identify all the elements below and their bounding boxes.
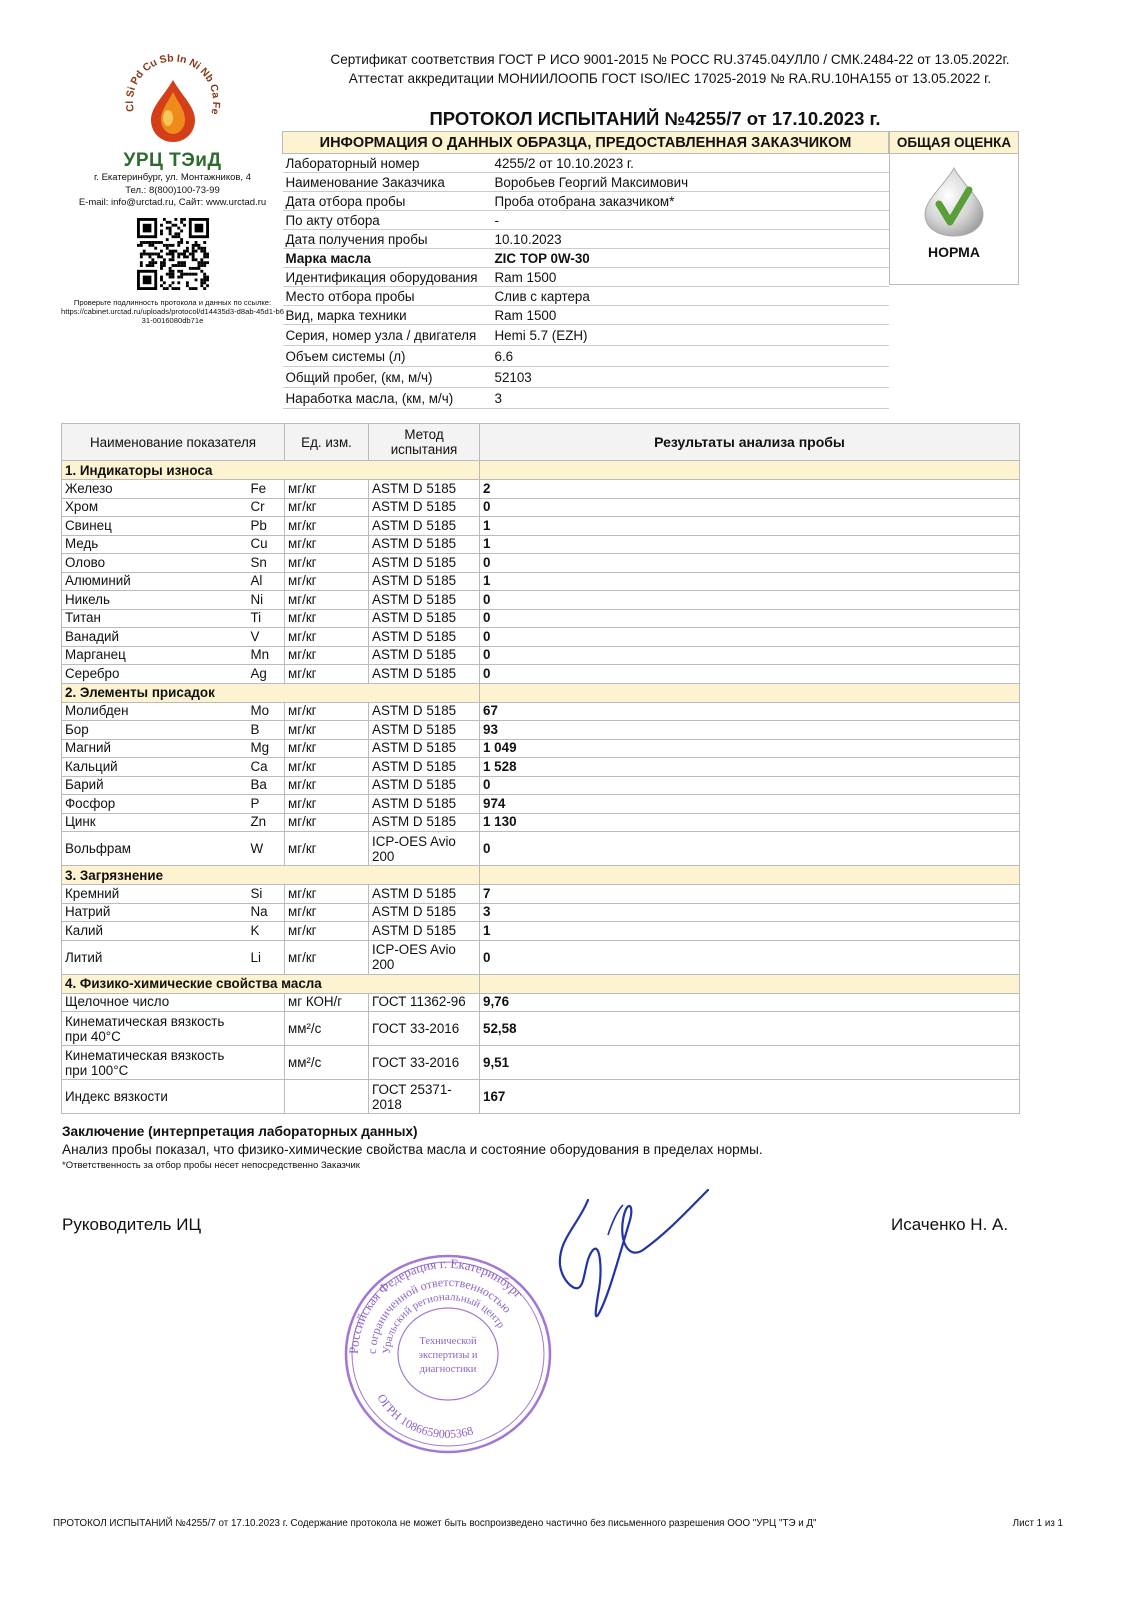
test-method: ASTM D 5185 [369, 498, 480, 517]
test-method: ASTM D 5185 [369, 922, 480, 941]
stamp-ogrn: ОГРН 1086659005368 [374, 1391, 475, 1442]
sample-info-value: - [492, 211, 889, 230]
lab-phone: Тел.: 8(800)100-73-99 [125, 184, 220, 196]
sample-info-value: 4255/2 от 10.10.2023 г. [492, 154, 889, 173]
element-symbol: Ca [248, 758, 285, 777]
header-unit: Ед. изм. [285, 424, 369, 461]
test-method: ASTM D 5185 [369, 813, 480, 832]
element-symbol: Cr [248, 498, 285, 517]
indicator-name: Хром [62, 498, 248, 517]
indicator-name: Цинк [62, 813, 248, 832]
result-row [62, 665, 1020, 684]
accreditation-line: Аттестат аккредитации МОНИИЛООПБ ГОСТ ISO/IEC 17025-2019 № RA.RU.10НА155 от 13.05.2022 г. [348, 70, 992, 86]
stamp-center-1: Технической [419, 1336, 477, 1347]
sample-info-label: Лабораторный номер [283, 154, 492, 173]
result-row [62, 739, 1020, 758]
element-symbol [248, 1046, 285, 1080]
indicator-name: Ванадий [62, 628, 248, 647]
sample-info-label: Объем системы (л) [283, 346, 492, 367]
result-row [62, 922, 1020, 941]
verify-url[interactable]: https://cabinet.urctad.ru/uploads/protocol/d14435d3-d8ab-45d1-b631-0016080db71e [61, 306, 284, 325]
lab-logo-text: УРЦ ТЭиД [123, 150, 222, 171]
unit: мг/кг [285, 591, 369, 610]
element-symbol: Ba [248, 776, 285, 795]
test-method: ASTM D 5185 [369, 480, 480, 499]
indicator-name: Натрий [62, 903, 248, 922]
unit: мг/кг [285, 758, 369, 777]
element-symbol: Fe [248, 480, 285, 499]
result-value: 0 [480, 498, 1020, 517]
result-row [62, 702, 1020, 721]
lab-logo [113, 52, 233, 152]
indicator-name: Кремний [62, 885, 248, 904]
sample-info-label: Место отбора пробы [283, 287, 492, 306]
sample-info-label: Дата отбора пробы [283, 192, 492, 211]
element-symbol: P [248, 795, 285, 814]
result-row [62, 535, 1020, 554]
element-symbol: Mo [248, 702, 285, 721]
section-title: 3. Загрязнение [62, 866, 480, 885]
verify-text: Проверьте подлинность протокола и данных по ссылке: [73, 297, 272, 307]
sample-info-row [283, 388, 889, 409]
conclusion-note: *Ответственность за отбор пробы несет непосредственно Заказчик [62, 1160, 360, 1171]
result-value: 0 [480, 628, 1020, 647]
unit: мг/кг [285, 554, 369, 573]
page-number: Лист 1 из 1 [1012, 1518, 1063, 1529]
result-value: 2 [480, 480, 1020, 499]
unit: мг/кг [285, 535, 369, 554]
sample-info-row [283, 211, 889, 230]
result-row [62, 832, 1020, 866]
element-symbol: Mg [248, 739, 285, 758]
unit: мг/кг [285, 739, 369, 758]
protocol-title: ПРОТОКОЛ ИСПЫТАНИЙ №4255/7 от 17.10.2023 г. [429, 108, 881, 129]
unit [285, 1080, 369, 1114]
unit: мг/кг [285, 480, 369, 499]
indicator-name: Калий [62, 922, 248, 941]
section-spacer [480, 974, 1020, 993]
test-method: ASTM D 5185 [369, 758, 480, 777]
sample-info-row [283, 173, 889, 192]
indicator-name: Алюминий [62, 572, 248, 591]
result-row [62, 609, 1020, 628]
element-symbol: Cu [248, 535, 285, 554]
result-row [62, 591, 1020, 610]
element-symbol [248, 1012, 285, 1046]
result-value: 974 [480, 795, 1020, 814]
result-row [62, 813, 1020, 832]
test-method: ASTM D 5185 [369, 795, 480, 814]
svg-text:Cl Si Pd Cu Sb In Ni Nb Ca Fe: Cl Si Pd Cu Sb In Ni Nb Ca Fe [123, 52, 222, 116]
footer-text: ПРОТОКОЛ ИСПЫТАНИЙ №4255/7 от 17.10.2023 г. Содержание протокола не может быть воспроизведено частично без письменного разрешения ООО "УРЦ "ТЭ и Д" [53, 1518, 817, 1529]
result-row [62, 776, 1020, 795]
indicator-name: Бор [62, 721, 248, 740]
sample-info-value: Слив с картера [492, 287, 889, 306]
lab-contacts: E-mail: info@urctad.ru, Сайт: www.urctad.ru [78, 197, 267, 208]
result-value: 1 [480, 922, 1020, 941]
result-value: 0 [480, 665, 1020, 684]
element-symbol: Ti [248, 609, 285, 628]
conclusion-title: Заключение (интерпретация лабораторных данных) [62, 1124, 418, 1139]
result-row [62, 498, 1020, 517]
sample-info-label: Дата получения пробы [283, 230, 492, 249]
result-value: 7 [480, 885, 1020, 904]
lab-info-block [60, 52, 285, 325]
section-title: 2. Элементы присадок [62, 683, 480, 702]
unit: мг/кг [285, 572, 369, 591]
result-row [62, 628, 1020, 647]
result-value: 93 [480, 721, 1020, 740]
test-method: ASTM D 5185 [369, 903, 480, 922]
sample-info-value: Проба отобрана заказчиком* [492, 192, 889, 211]
section-spacer [480, 866, 1020, 885]
indicator-name: Марганец [62, 646, 248, 665]
sample-info-table [282, 131, 889, 409]
indicator-name: Щелочное число [62, 993, 248, 1012]
indicator-name: Олово [62, 554, 248, 573]
unit: мг/кг [285, 922, 369, 941]
result-row [62, 721, 1020, 740]
sample-info-row [283, 192, 889, 211]
result-value: 1 [480, 572, 1020, 591]
signer-role: Руководитель ИЦ [62, 1215, 202, 1234]
sample-info-label: Идентификация оборудования [283, 268, 492, 287]
header-result: Результаты анализа пробы [480, 424, 1020, 461]
section-row [62, 974, 1020, 993]
element-symbol: Mn [248, 646, 285, 665]
result-value: 0 [480, 940, 1020, 974]
test-method: ASTM D 5185 [369, 665, 480, 684]
conclusion-text: Анализ пробы показал, что физико-химические свойства масла и состояние оборудования в пределах нормы. [62, 1142, 763, 1157]
result-value: 167 [480, 1080, 1020, 1114]
overall-rating [889, 131, 1019, 285]
indicator-name: Кинематическая вязкость при 100°C [62, 1046, 248, 1080]
result-value: 0 [480, 554, 1020, 573]
test-method: ICP-OES Avio 200 [369, 832, 480, 866]
indicator-name: Железо [62, 480, 248, 499]
sample-info-row [283, 268, 889, 287]
result-value: 0 [480, 646, 1020, 665]
certificate-line: Сертификат соответствия ГОСТ Р ИСО 9001-2015 № РОСС RU.3745.04УЛЛ0 / СМК.2484-22 от 13.05.2022г. [330, 52, 1010, 67]
element-symbol: W [248, 832, 285, 866]
rating-header: ОБЩАЯ ОЦЕНКА [890, 132, 1018, 154]
unit: мг/кг [285, 940, 369, 974]
result-value: 9,51 [480, 1046, 1020, 1080]
unit: мг/кг [285, 776, 369, 795]
test-method: ASTM D 5185 [369, 739, 480, 758]
result-row [62, 572, 1020, 591]
unit: мм²/с [285, 1046, 369, 1080]
sample-info-row [283, 287, 889, 306]
unit: мм²/с [285, 1012, 369, 1046]
sample-info-row [283, 367, 889, 388]
indicator-name: Вольфрам [62, 832, 248, 866]
unit: мг/кг [285, 813, 369, 832]
section-title: 4. Физико-химические свойства масла [62, 974, 480, 993]
indicator-name: Кинематическая вязкость при 40°C [62, 1012, 248, 1046]
unit: мг/кг [285, 903, 369, 922]
result-row [62, 795, 1020, 814]
result-value: 1 049 [480, 739, 1020, 758]
unit: мг/кг [285, 795, 369, 814]
sample-info-label: Общий пробег, (км, м/ч) [283, 367, 492, 388]
result-value: 0 [480, 776, 1020, 795]
section-row [62, 866, 1020, 885]
test-method: ГОСТ 33-2016 [369, 1046, 480, 1080]
element-symbol: B [248, 721, 285, 740]
indicator-name: Кальций [62, 758, 248, 777]
test-method: ГОСТ 33-2016 [369, 1012, 480, 1046]
section-spacer [480, 461, 1020, 480]
sample-info-row [283, 306, 889, 325]
result-row [62, 554, 1020, 573]
unit: мг/кг [285, 646, 369, 665]
test-method: ASTM D 5185 [369, 721, 480, 740]
element-symbol: Na [248, 903, 285, 922]
unit: мг/кг [285, 721, 369, 740]
test-method: ASTM D 5185 [369, 885, 480, 904]
result-row [62, 885, 1020, 904]
element-symbol: Al [248, 572, 285, 591]
test-method: ГОСТ 25371-2018 [369, 1080, 480, 1114]
sample-info-label: Наработка масла, (км, м/ч) [283, 388, 492, 409]
sample-info-label: По акту отбора [283, 211, 492, 230]
header-name: Наименование показателя [62, 424, 285, 461]
element-symbol: Sn [248, 554, 285, 573]
sample-info-label: Серия, номер узла / двигателя [283, 325, 492, 346]
sample-info-value: Воробьев Георгий Максимович [492, 173, 889, 192]
indicator-name: Титан [62, 609, 248, 628]
result-value: 1 528 [480, 758, 1020, 777]
indicator-name: Медь [62, 535, 248, 554]
sample-info-row [283, 249, 889, 268]
stamp-center-2: экспертизы и [418, 1350, 478, 1361]
section-spacer [480, 683, 1020, 702]
element-symbol: Zn [248, 813, 285, 832]
sample-info-value: 6.6 [492, 346, 889, 367]
result-row [62, 646, 1020, 665]
certificates [290, 51, 1050, 88]
test-method: ASTM D 5185 [369, 702, 480, 721]
result-value: 1 130 [480, 813, 1020, 832]
signature [548, 1180, 718, 1330]
section-row [62, 461, 1020, 480]
conclusion [62, 1124, 1022, 1171]
unit: мг/кг [285, 628, 369, 647]
indicator-name: Барий [62, 776, 248, 795]
indicator-name: Молибден [62, 702, 248, 721]
organization-stamp [338, 1252, 558, 1457]
result-row [62, 517, 1020, 536]
lab-address: г. Екатеринбург, ул. Монтажников, 4 [94, 172, 251, 183]
test-method: ASTM D 5185 [369, 646, 480, 665]
sample-info-value: 3 [492, 388, 889, 409]
header-method: Метод испытания [369, 424, 480, 461]
result-row [62, 1046, 1020, 1080]
element-symbol [248, 1080, 285, 1114]
section-title: 1. Индикаторы износа [62, 461, 480, 480]
unit: мг/кг [285, 702, 369, 721]
result-value: 1 [480, 517, 1020, 536]
test-method: ASTM D 5185 [369, 628, 480, 647]
sample-info-row [283, 230, 889, 249]
result-row [62, 758, 1020, 777]
rating-value: НОРМА [928, 244, 980, 260]
result-row [62, 1012, 1020, 1046]
test-method: ASTM D 5185 [369, 554, 480, 573]
test-method: ASTM D 5185 [369, 535, 480, 554]
result-value: 0 [480, 609, 1020, 628]
indicator-name: Индекс вязкости [62, 1080, 248, 1114]
result-value: 0 [480, 832, 1020, 866]
unit: мг/кг [285, 609, 369, 628]
result-value: 0 [480, 591, 1020, 610]
element-symbol [248, 993, 285, 1012]
result-row [62, 940, 1020, 974]
result-value: 67 [480, 702, 1020, 721]
sample-info-value: Ram 1500 [492, 306, 889, 325]
test-method: ICP-OES Avio 200 [369, 940, 480, 974]
test-method: ASTM D 5185 [369, 591, 480, 610]
sample-info-value: 10.10.2023 [492, 230, 889, 249]
result-value: 52,58 [480, 1012, 1020, 1046]
indicator-name: Фосфор [62, 795, 248, 814]
result-value: 3 [480, 903, 1020, 922]
sample-info-row [283, 325, 889, 346]
sample-info-header: ИНФОРМАЦИЯ О ДАННЫХ ОБРАЗЦА, ПРЕДОСТАВЛЕННАЯ ЗАКАЗЧИКОМ [283, 132, 889, 154]
sample-info-row [283, 154, 889, 173]
element-symbol: Ni [248, 591, 285, 610]
unit: мг/кг [285, 885, 369, 904]
unit: мг/кг [285, 665, 369, 684]
result-row [62, 1080, 1020, 1114]
stamp-inner-text: Уральский региональный центр [380, 1290, 507, 1355]
stamp-middle-text: с ограниченной ответственностью [364, 1274, 515, 1355]
indicator-name: Литий [62, 940, 248, 974]
sample-info-value: ZIC TOP 0W-30 [492, 249, 889, 268]
result-value: 9,76 [480, 993, 1020, 1012]
element-symbol: K [248, 922, 285, 941]
element-symbol: Si [248, 885, 285, 904]
test-method: ГОСТ 11362-96 [369, 993, 480, 1012]
element-symbol: Pb [248, 517, 285, 536]
indicator-name: Никель [62, 591, 248, 610]
unit: мг КОН/г [285, 993, 369, 1012]
stamp-outer-text: Российская Федерация г. Екатеринбург [345, 1255, 527, 1355]
element-symbol: Ag [248, 665, 285, 684]
sample-info-value: Ram 1500 [492, 268, 889, 287]
test-method: ASTM D 5185 [369, 609, 480, 628]
unit: мг/кг [285, 832, 369, 866]
unit: мг/кг [285, 498, 369, 517]
sample-info-row [283, 346, 889, 367]
test-method: ASTM D 5185 [369, 776, 480, 795]
test-method: ASTM D 5185 [369, 517, 480, 536]
check-drop-icon [919, 166, 989, 238]
result-row [62, 993, 1020, 1012]
indicator-name: Серебро [62, 665, 248, 684]
element-symbol: V [248, 628, 285, 647]
sample-info-value: 52103 [492, 367, 889, 388]
signer-name: Исаченко Н. А. [891, 1215, 1009, 1234]
results-table [61, 423, 1020, 1114]
qr-code[interactable] [137, 218, 209, 290]
indicator-name: Магний [62, 739, 248, 758]
indicator-name: Свинец [62, 517, 248, 536]
unit: мг/кг [285, 517, 369, 536]
result-value: 1 [480, 535, 1020, 554]
section-row [62, 683, 1020, 702]
result-row [62, 903, 1020, 922]
sample-info-value: Hemi 5.7 (EZH) [492, 325, 889, 346]
result-row [62, 480, 1020, 499]
test-method: ASTM D 5185 [369, 572, 480, 591]
element-symbol: Li [248, 940, 285, 974]
sample-info-label: Вид, марка техники [283, 306, 492, 325]
sample-info-label: Наименование Заказчика [283, 173, 492, 192]
stamp-center-3: диагностики [419, 1364, 477, 1375]
sample-info-label: Марка масла [283, 249, 492, 268]
